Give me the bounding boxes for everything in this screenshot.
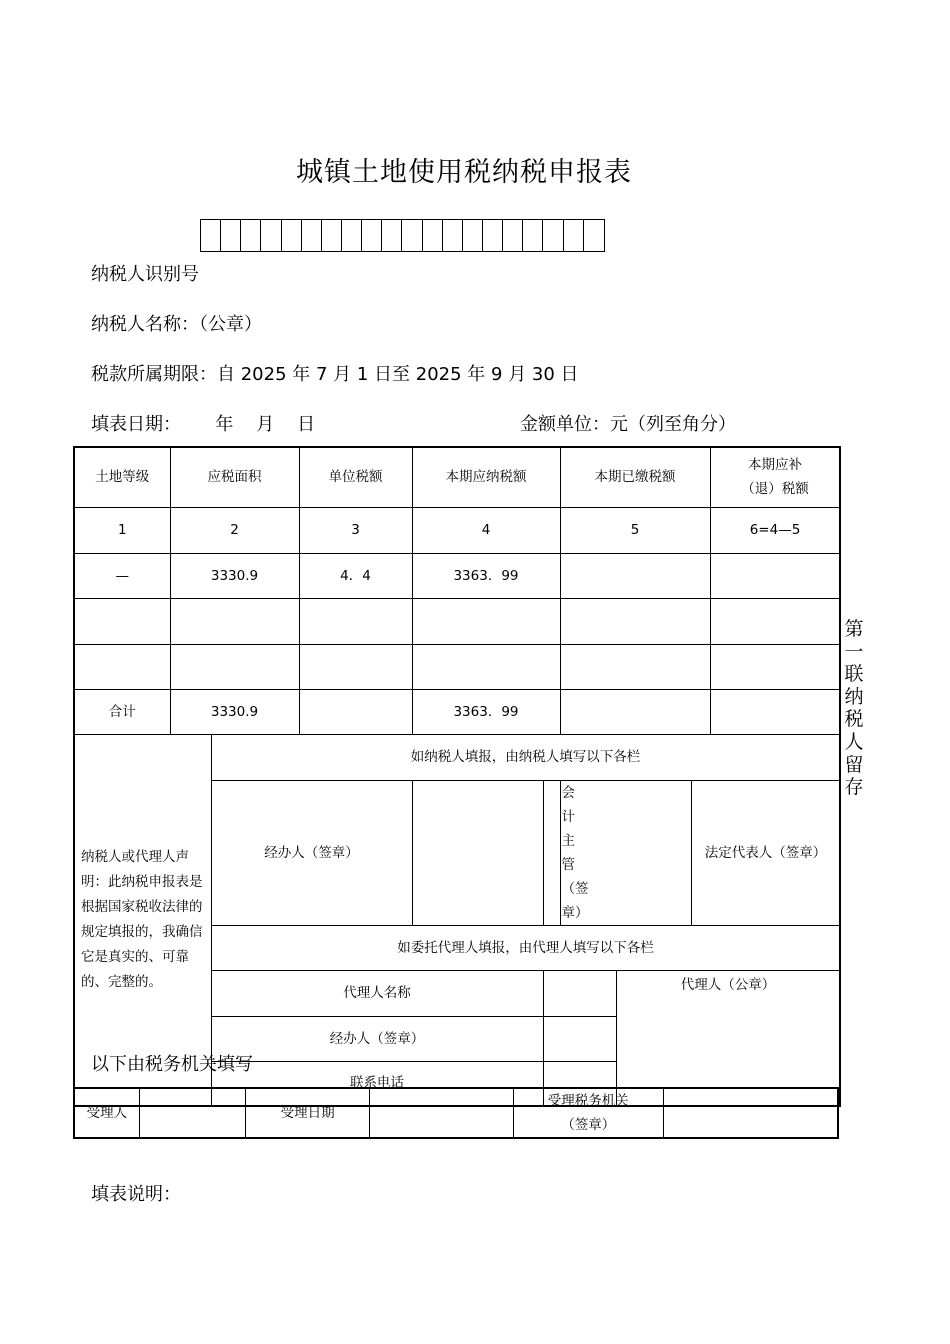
cell-paid-tax[interactable] — [560, 553, 710, 598]
taxpayer-id-boxes[interactable] — [200, 219, 605, 252]
col-number: 1 — [74, 507, 170, 553]
cell-land-grade[interactable] — [74, 644, 170, 689]
id-digit-box[interactable] — [503, 220, 523, 251]
total-row — [74, 689, 840, 734]
handler-signature-field[interactable] — [412, 780, 543, 925]
id-digit-box[interactable] — [241, 220, 261, 251]
cell-payable-tax[interactable]: 3363．99 — [412, 553, 560, 598]
id-digit-box[interactable] — [463, 220, 483, 251]
id-digit-box[interactable] — [282, 220, 302, 251]
cell-unit-tax[interactable]: 4．4 — [299, 553, 412, 598]
id-digit-box[interactable] — [362, 220, 382, 251]
legal-rep-label: 法定代表人（签章） — [691, 780, 840, 925]
cell-paid-tax[interactable] — [560, 644, 710, 689]
total-unit-tax[interactable] — [299, 689, 412, 734]
agent-handler-field[interactable] — [543, 1016, 616, 1061]
cell-refund-tax[interactable] — [710, 598, 840, 644]
id-digit-box[interactable] — [342, 220, 362, 251]
col-number: 6=4—5 — [710, 507, 840, 553]
total-payable-tax[interactable]: 3363．99 — [412, 689, 560, 734]
id-digit-box[interactable] — [443, 220, 463, 251]
table-row — [74, 598, 840, 644]
cell-unit-tax[interactable] — [299, 644, 412, 689]
agent-section-title: 如委托代理人填报，由代理人填写以下各栏 — [211, 925, 840, 970]
id-digit-box[interactable] — [584, 220, 604, 251]
cell-unit-tax[interactable] — [299, 598, 412, 644]
header-refund-tax: 本期应补（退）税额 — [710, 447, 840, 507]
table-row — [74, 644, 840, 689]
id-digit-box[interactable] — [483, 220, 503, 251]
receive-date-label: 受理日期 — [245, 1088, 369, 1138]
tax-period: 税款所属期限：自 2025 年 7 月 1 日至 2025 年 9 月 30 日 — [91, 364, 579, 385]
tax-declaration-table — [73, 446, 841, 1107]
id-digit-box[interactable] — [523, 220, 543, 251]
handler-label: 经办人（签章） — [211, 780, 412, 925]
header-land-grade: 土地等级 — [74, 447, 170, 507]
amount-unit: 金额单位：元（列至角分） — [520, 414, 736, 435]
agent-name-field[interactable] — [543, 970, 616, 1016]
copy-label: 第一联纳税人留存 — [844, 618, 864, 799]
form-title: 城镇土地使用税纳税申报表 — [296, 157, 632, 188]
cell-land-grade[interactable] — [74, 598, 170, 644]
agent-handler-label: 经办人（签章） — [211, 1016, 543, 1061]
receiving-office-field[interactable] — [664, 1088, 839, 1138]
col-number: 4 — [412, 507, 560, 553]
accounting-head-label: 会计主管（签章） — [543, 780, 560, 925]
tax-office-table — [73, 1087, 839, 1139]
id-digit-box[interactable] — [423, 220, 443, 251]
receiver-label: 受理人 — [74, 1088, 139, 1138]
id-digit-box[interactable] — [201, 220, 221, 251]
accounting-head-signature-field[interactable] — [560, 780, 691, 925]
cell-taxable-area[interactable] — [170, 598, 299, 644]
fill-date: 填表日期： 年 月 日 — [91, 414, 316, 435]
total-paid-tax[interactable] — [560, 689, 710, 734]
agent-seal-label[interactable]: 代理人（公章） — [616, 970, 840, 1106]
header-taxable-area: 应税面积 — [170, 447, 299, 507]
header-paid-tax: 本期已缴税额 — [560, 447, 710, 507]
id-digit-box[interactable] — [221, 220, 241, 251]
table-row — [74, 553, 840, 598]
col-number: 2 — [170, 507, 299, 553]
taxpayer-section-title: 如纳税人填报，由纳税人填写以下各栏 — [211, 734, 840, 780]
total-label: 合计 — [74, 689, 170, 734]
cell-refund-tax[interactable] — [710, 644, 840, 689]
id-digit-box[interactable] — [302, 220, 322, 251]
col-number: 3 — [299, 507, 412, 553]
receiver-field[interactable] — [139, 1088, 245, 1138]
id-digit-box[interactable] — [402, 220, 422, 251]
declaration-statement: 纳税人或代理人声明：此纳税申报表是根据国家税收法律的规定填报的，我确信它是真实的、可靠的、完整的。 — [74, 734, 211, 1106]
phone-label: 联系电话 — [211, 1061, 543, 1106]
cell-paid-tax[interactable] — [560, 598, 710, 644]
tax-office-section-title: 以下由税务机关填写 — [91, 1054, 253, 1075]
id-digit-box[interactable] — [261, 220, 281, 251]
cell-refund-tax[interactable] — [710, 553, 840, 598]
notes-label: 填表说明： — [91, 1184, 181, 1205]
id-digit-box[interactable] — [382, 220, 402, 251]
cell-payable-tax[interactable] — [412, 598, 560, 644]
col-number: 5 — [560, 507, 710, 553]
total-taxable-area[interactable]: 3330.9 — [170, 689, 299, 734]
header-unit-tax: 单位税额 — [299, 447, 412, 507]
id-digit-box[interactable] — [543, 220, 563, 251]
cell-land-grade[interactable]: — — [74, 553, 170, 598]
id-digit-box[interactable] — [564, 220, 584, 251]
receive-date-field[interactable] — [370, 1088, 513, 1138]
cell-taxable-area[interactable]: 3330.9 — [170, 553, 299, 598]
header-payable-tax: 本期应纳税额 — [412, 447, 560, 507]
taxpayer-id-label: 纳税人识别号 — [91, 264, 199, 285]
total-refund-tax[interactable] — [710, 689, 840, 734]
cell-taxable-area[interactable] — [170, 644, 299, 689]
agent-name-label: 代理人名称 — [211, 970, 543, 1016]
cell-payable-tax[interactable] — [412, 644, 560, 689]
receiving-office-label: 受理税务机关（签章） — [513, 1088, 663, 1138]
taxpayer-name-label: 纳税人名称：（公章） — [91, 314, 262, 335]
id-digit-box[interactable] — [322, 220, 342, 251]
